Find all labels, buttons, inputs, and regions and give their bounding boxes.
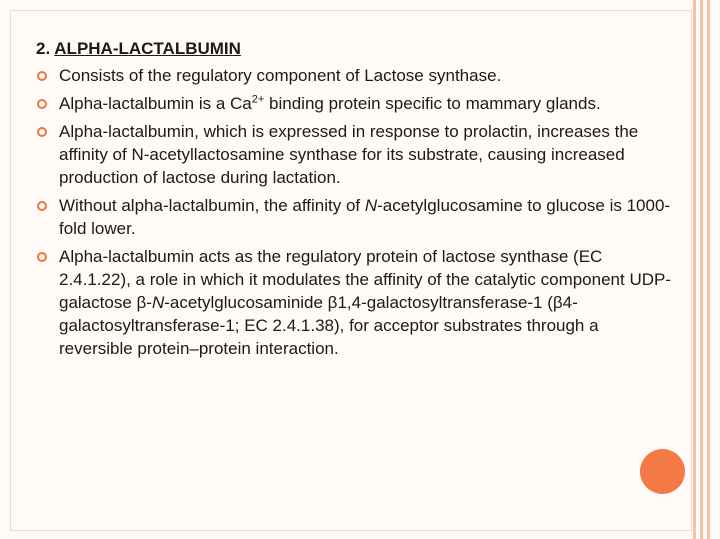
italic-text: N bbox=[364, 196, 378, 215]
decorative-stripe bbox=[693, 0, 696, 539]
decorative-stripe bbox=[700, 0, 703, 539]
decorative-stripe bbox=[707, 0, 710, 539]
bullet-item bbox=[36, 92, 676, 115]
bullet-text: Alpha-lactalbumin acts as the regulatory protein of lactose synthase (EC 2.4.1.22), a role in which it modulates the affinity of the catalytic component UDP-galactose β- bbox=[59, 247, 671, 312]
heading-number: 2. bbox=[36, 39, 51, 58]
bullet-icon bbox=[37, 71, 47, 81]
bullet-item bbox=[36, 245, 676, 360]
bullet-text: Alpha-lactalbumin is a Ca bbox=[59, 94, 252, 113]
bullet-item bbox=[36, 64, 676, 87]
bullet-icon bbox=[37, 201, 47, 211]
bullet-item bbox=[36, 194, 676, 240]
italic-text: N bbox=[151, 293, 165, 312]
slide-content bbox=[36, 37, 676, 365]
bullet-text: -acetylglucosamine to glucose is 1000-fold lower. bbox=[59, 196, 671, 238]
bullet-icon bbox=[37, 99, 47, 109]
heading-title: ALPHA-LACTALBUMIN bbox=[54, 39, 241, 58]
bullet-text: Consists of the regulatory component of Lactose synthase. bbox=[59, 66, 502, 85]
bullet-text: Alpha-lactalbumin, which is expressed in response to prolactin, increases the affinity of N-acetyllactosamine synthase for its substrate, causing increased production of lactose during lactation. bbox=[59, 122, 639, 187]
superscript: 2+ bbox=[251, 93, 265, 106]
accent-circle bbox=[640, 449, 685, 494]
bullet-text: Without alpha-lactalbumin, the affinity of bbox=[59, 196, 365, 215]
bullet-icon bbox=[37, 252, 47, 262]
bullet-text: -acetylglucosaminide β1,4-galactosyltransferase-1 (β4-galactosyltransferase-1; EC 2.4.1.38), for acceptor substrates through a reversible protein–protein interaction. bbox=[59, 293, 599, 358]
bullet-item bbox=[36, 120, 676, 189]
bullet-text: binding protein specific to mammary glands. bbox=[264, 94, 601, 113]
section-heading bbox=[36, 37, 676, 60]
bullet-icon bbox=[37, 127, 47, 137]
bullet-list bbox=[36, 64, 676, 360]
